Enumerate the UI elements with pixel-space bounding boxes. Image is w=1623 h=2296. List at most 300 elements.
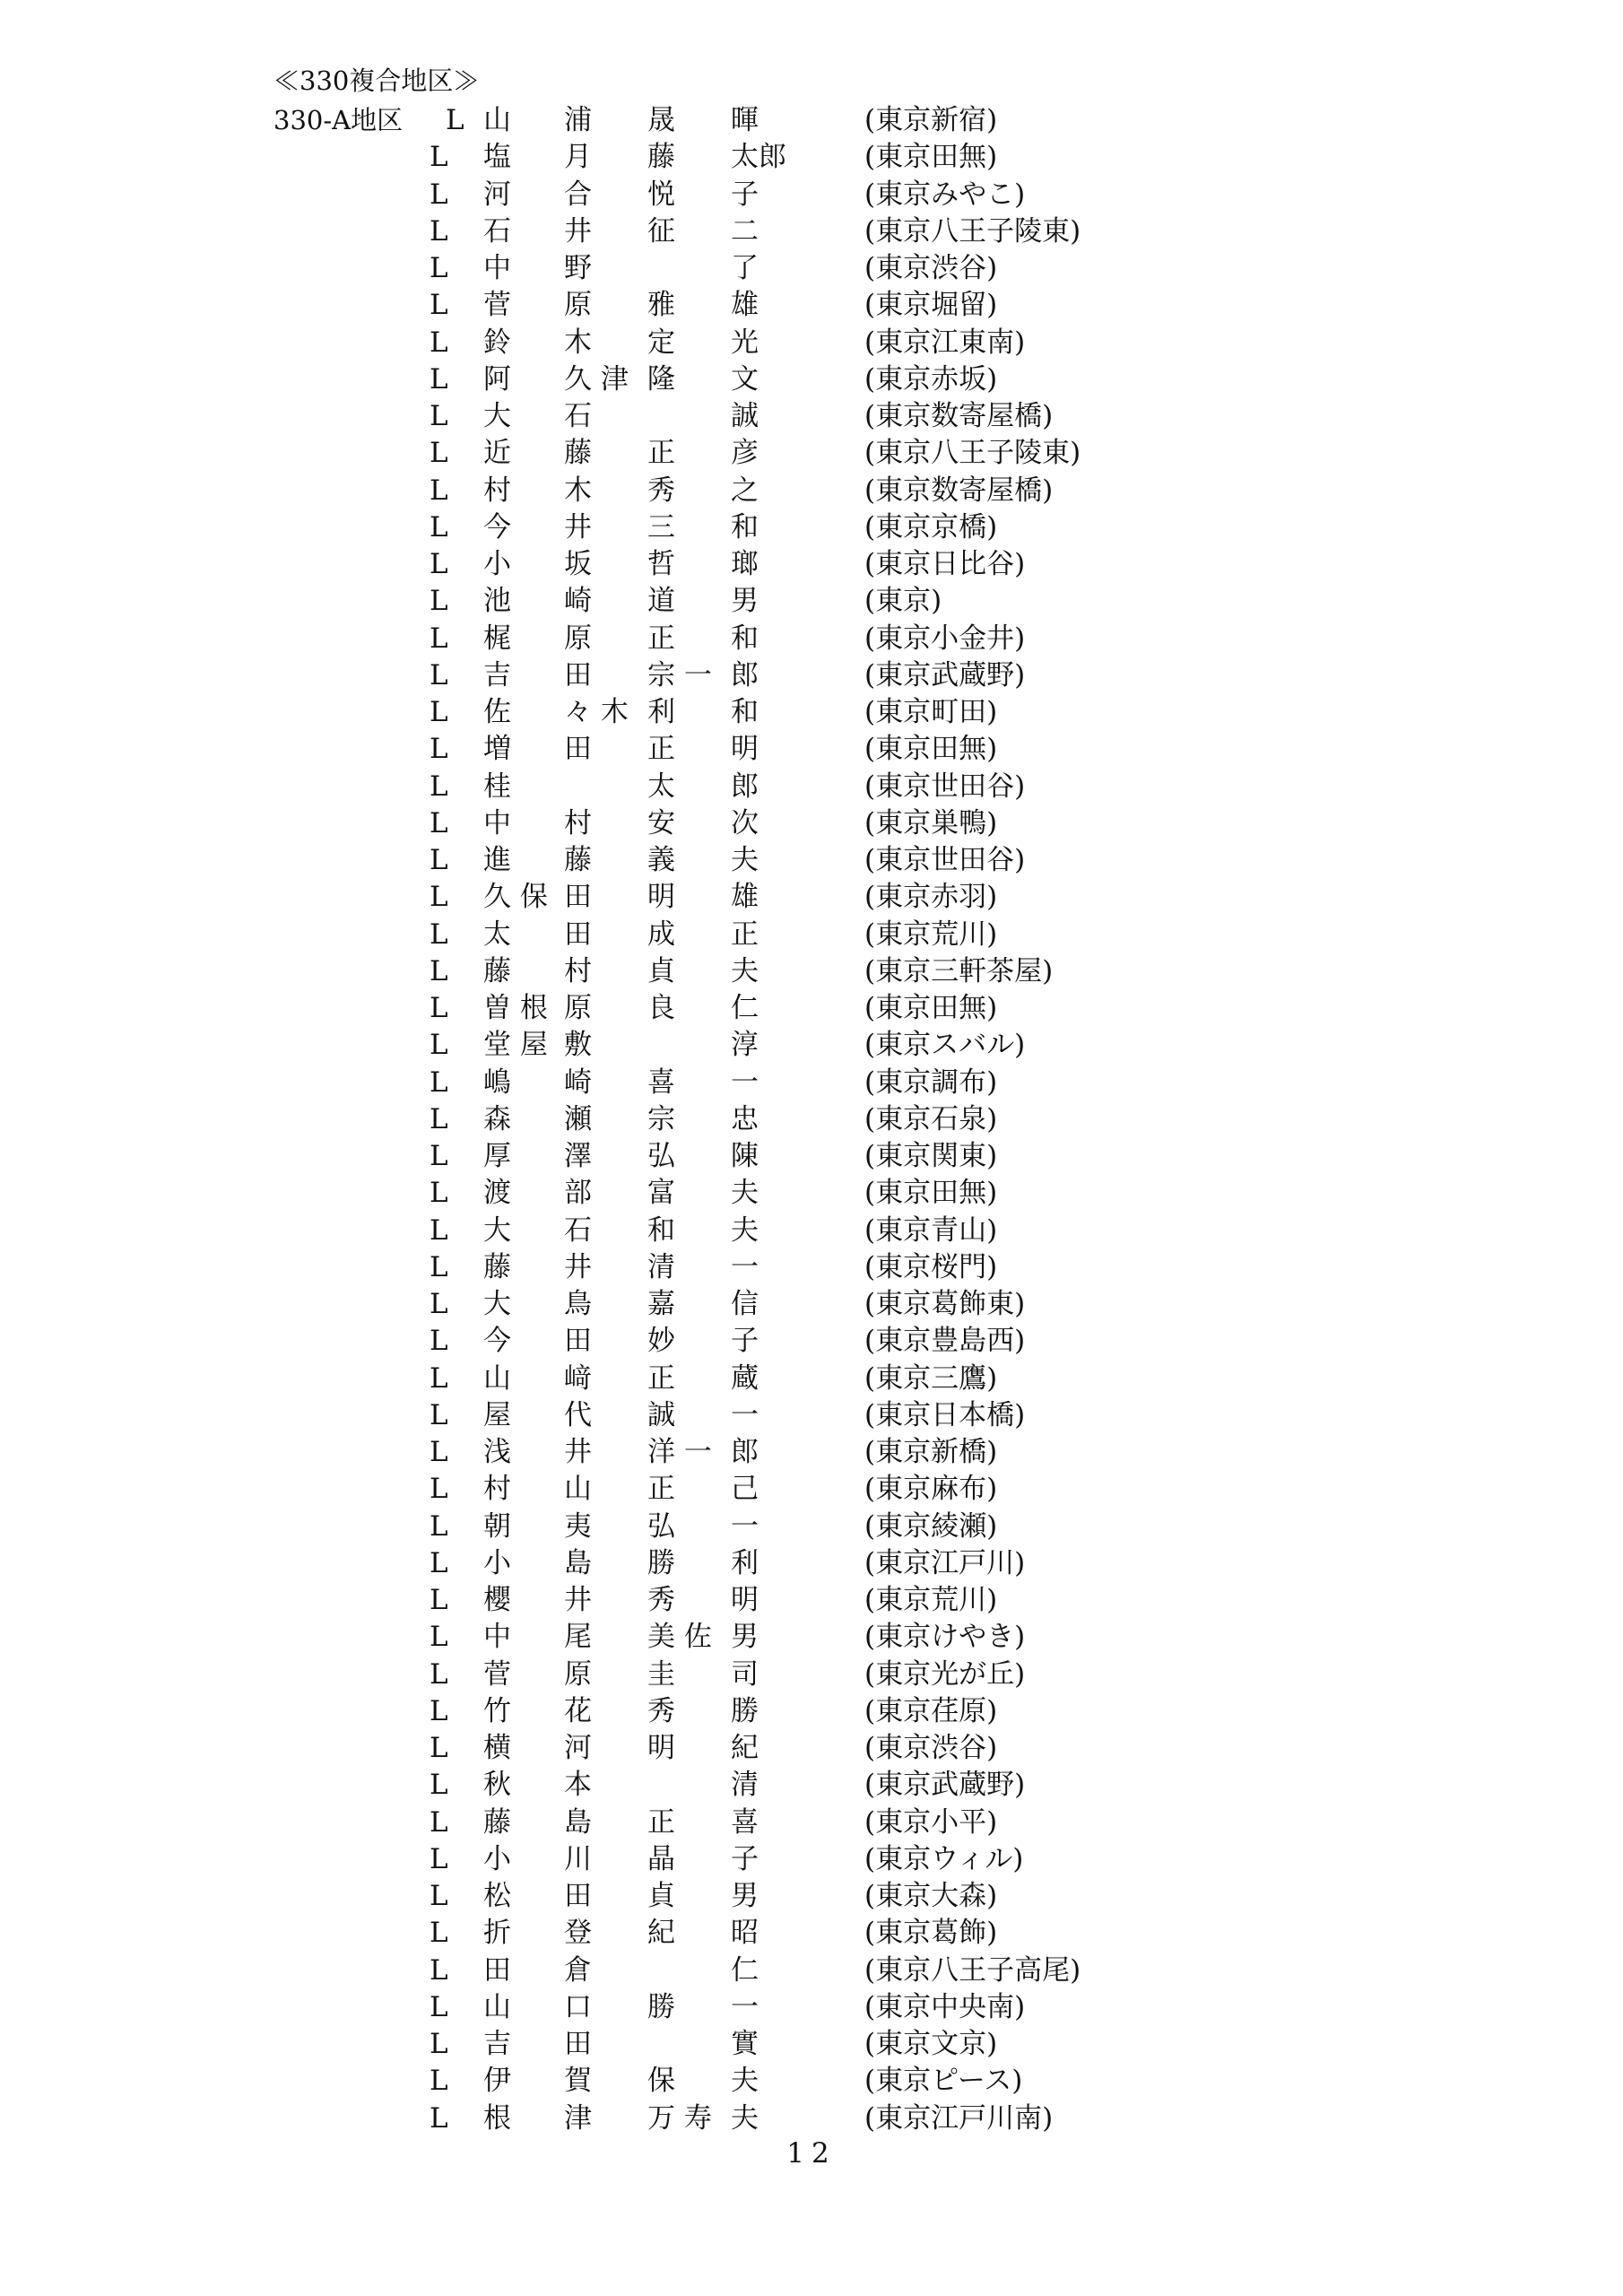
member-name-part: 文 [731,362,759,396]
member-name-part: 竹 [483,1694,511,1727]
member-name-part: 坂 [564,548,592,580]
member-name-part: 崎 [564,1065,592,1099]
member-name-part: 彦 [731,437,759,470]
member-name-part: 誠 [731,400,759,432]
member-name-part: 島 [564,1805,592,1839]
member-name-part: 弘 [647,1509,675,1543]
lion-title: L [430,178,448,211]
member-name-part: 原 [564,289,592,322]
member-name-part: 山 [483,104,511,136]
member-name-part: 夫 [731,2101,759,2135]
club-name: (東京葛飾東) [864,1288,1026,1320]
member-name-part: 弘 [647,1140,675,1172]
member-name-part: 進 [483,844,511,876]
member-row [0,250,1623,287]
member-name-part: 晶 [647,1842,675,1875]
member-name-part: 合 [564,178,592,211]
member-name-part: 昭 [731,1917,759,1950]
lion-title: L [430,1250,448,1283]
member-name-part: 吉 [483,2028,511,2060]
district-label: 330-A地区 [273,105,404,135]
member-row [0,546,1623,583]
member-name-part: 河 [483,178,511,211]
lion-title: L [430,1065,448,1099]
club-name: (東京綾瀬) [864,1509,998,1543]
club-name: (東京町田) [864,696,998,728]
lion-title: L [430,881,448,914]
club-name: (東京ピース) [864,2065,1023,2098]
club-name: (東京豊島西) [864,1325,1026,1358]
member-name-part: 夫 [731,954,759,987]
member-name-part: 阿 [483,362,511,396]
member-name-part: 久 保 [483,881,548,914]
club-name: (東京荏原) [864,1694,998,1727]
member-row [0,2100,1623,2137]
club-name: (東京荒川) [864,918,998,951]
member-name-part: 﨑 [564,1361,592,1395]
member-name-part: 山 [564,1473,592,1506]
club-name: (東京) [864,585,942,618]
member-name-part: 大 [483,1288,511,1320]
member-name-part: 石 [483,214,511,248]
club-name: (東京スバル) [864,1029,1026,1062]
member-name-part: 夫 [731,1213,759,1247]
member-name-part: 曽 根 [483,992,548,1024]
member-name-part: 中 [483,252,511,284]
member-row [0,1915,1623,1952]
member-name-part: 木 [564,326,592,359]
lion-title: L [430,918,448,951]
club-name: (東京渋谷) [864,252,998,284]
lion-title: L [430,1325,448,1358]
club-name: (東京江戸川) [864,1546,1026,1579]
member-name-part: 保 [647,2065,675,2098]
member-row [0,990,1623,1027]
club-name: (東京石泉) [864,1102,998,1135]
member-row [0,1213,1623,1249]
member-name-part: 田 [564,658,592,691]
member-name-part: 近 [483,437,511,470]
member-name-part: 折 [483,1917,511,1950]
member-name-part: 圭 [647,1657,675,1691]
member-name-part: 己 [731,1473,759,1506]
member-row [0,1657,1623,1693]
lion-title: L [430,2065,448,2098]
member-name-part: 澤 [564,1140,592,1172]
member-name-part: 木 [564,474,592,507]
member-name-part: 川 [564,1842,592,1875]
member-name-part: 悦 [647,178,675,211]
lion-title: L [430,585,448,618]
member-name-part: 田 [564,1880,592,1912]
member-row [0,1397,1623,1434]
member-name-part: 利 [647,696,675,728]
club-name: (東京世田谷) [864,770,1026,803]
member-name-part: 朝 [483,1509,511,1543]
member-name-part: 正 [647,1805,675,1839]
member-name-part: 清 [647,1250,675,1283]
member-name-part: 安 [647,806,675,839]
member-row [0,1730,1623,1767]
member-row [0,842,1623,879]
member-name-part: 梶 [483,622,511,655]
club-name: (東京関東) [864,1140,998,1172]
member-name-part: 桂 [483,770,511,803]
member-name-part: 万 寿 [647,2101,712,2135]
member-name-part: 瑯 [731,548,759,580]
member-name-part: 今 [483,510,511,544]
member-name-part: 信 [731,1288,759,1320]
member-name-part: 利 [731,1546,759,1579]
member-name-part: 菅 [483,1657,511,1691]
club-name: (東京堀留) [864,289,998,322]
member-name-part: 石 [564,400,592,432]
member-name-part: 部 [564,1177,592,1210]
member-name-part: 男 [731,1621,759,1654]
member-name-part: 原 [564,1657,592,1691]
member-row [0,177,1623,213]
member-name-part: 義 [647,844,675,876]
member-name-part: 正 [647,1473,675,1506]
member-name-part: 隆 [647,362,675,396]
member-name-part: 浅 [483,1436,511,1468]
member-name-part: 正 [647,733,675,766]
lion-title: L [430,548,448,580]
lion-title: L [430,844,448,876]
club-name: (東京八王子陵東) [864,437,1081,470]
lion-title: L [430,1584,448,1616]
member-row [0,583,1623,620]
lion-title: L [430,806,448,839]
member-name-part: 暉 [731,104,759,136]
member-name-part: 小 [483,1842,511,1875]
club-name: (東京ウィル) [864,1842,1024,1875]
club-name: (東京けやき) [864,1621,1026,1654]
member-name-part: 村 [483,1473,511,1506]
member-name-part: 哲 [647,548,675,580]
member-row [0,1878,1623,1915]
member-row [0,731,1623,768]
member-name-part: 口 [564,1990,592,2023]
member-name-part: 三 [647,510,675,544]
member-row [0,2063,1623,2100]
member-name-part: 河 [564,1732,592,1764]
member-name-part: 田 [564,881,592,914]
member-name-part: 征 [647,214,675,248]
member-name-part: 子 [731,1842,759,1875]
member-name-part: 田 [564,733,592,766]
member-name-part: 男 [731,585,759,618]
member-name-part: 横 [483,1732,511,1764]
member-name-part: 淳 [731,1029,759,1062]
member-name-part: 鈴 [483,326,511,359]
lion-title: L [430,1694,448,1727]
member-name-part: 中 [483,1621,511,1654]
member-name-part: 正 [731,918,759,951]
member-name-part: 田 [483,1953,511,1987]
club-name: (東京田無) [864,733,998,766]
member-row [0,1175,1623,1212]
member-name-part: 正 [647,437,675,470]
club-name: (東京巣鴨) [864,806,998,839]
member-row [0,694,1623,731]
lion-title: L [430,1361,448,1395]
member-name-part: 勝 [647,1546,675,1579]
member-name-part: 宗 一 [647,658,712,691]
member-row [0,139,1623,176]
member-name-part: 大 [483,400,511,432]
member-name-part: 二 [731,214,759,248]
member-name-part: 秋 [483,1769,511,1802]
member-name-part: 明 [647,1732,675,1764]
lion-title: L [430,2101,448,2135]
club-name: (東京日本橋) [864,1398,1026,1431]
member-name-part: 夫 [731,2065,759,2098]
member-row [0,1582,1623,1619]
club-name: (東京三鷹) [864,1361,998,1395]
member-row [0,769,1623,805]
member-name-part: 山 [483,1990,511,2023]
member-row [0,435,1623,472]
member-name-part: 夫 [731,844,759,876]
club-name: (東京江東南) [864,326,1026,359]
lion-title: L [430,1917,448,1950]
member-name-part: 一 [731,1990,759,2023]
member-name-part: 貞 [647,954,675,987]
member-name-part: 小 [483,548,511,580]
club-name: (東京新橋) [864,1436,998,1468]
lion-title: L [430,1029,448,1062]
member-name-part: 良 [647,992,675,1024]
member-name-part: 藤 [564,844,592,876]
member-row [0,1138,1623,1175]
club-name: (東京赤羽) [864,881,998,914]
member-name-part: 花 [564,1694,592,1727]
member-name-part: 正 [647,622,675,655]
member-name-part: 吉 [483,658,511,691]
member-name-part: 妙 [647,1325,675,1358]
member-name-part: 田 [564,2028,592,2060]
member-name-part: 陳 [731,1140,759,1172]
lion-title: L [430,214,448,248]
club-name: (東京渋谷) [864,1732,998,1764]
member-name-part: 倉 [564,1953,592,1987]
member-name-part: 秀 [647,1694,675,1727]
member-name-part: 登 [564,1917,592,1950]
member-row [0,879,1623,916]
member-name-part: 一 [731,1250,759,1283]
member-name-part: 塩 [483,141,511,174]
club-name: (東京八王子高尾) [864,1953,1081,1987]
member-row [0,917,1623,953]
member-name-part: 美 佐 [647,1621,712,1654]
member-name-part: 夷 [564,1509,592,1543]
lion-title: L [430,1953,448,1987]
member-row [0,1471,1623,1508]
member-row [0,1434,1623,1471]
club-name: (東京日比谷) [864,548,1026,580]
club-name: (東京調布) [864,1065,998,1099]
member-name-part: 今 [483,1325,511,1358]
member-row [0,1841,1623,1878]
club-name: (東京京橋) [864,510,998,544]
member-name-part: 紀 [731,1732,759,1764]
club-name: (東京八王子陵東) [864,214,1081,248]
member-name-part: 山 [483,1361,511,1395]
member-name-part: 和 [731,696,759,728]
member-name-part: 村 [564,954,592,987]
member-name-part: 明 [647,881,675,914]
member-name-part: 光 [731,326,759,359]
member-name-part: 藤 [647,141,675,174]
member-row [0,287,1623,324]
member-row [0,1509,1623,1545]
member-name-part: 秀 [647,474,675,507]
member-name-part: 喜 [647,1065,675,1099]
lion-title: L [446,104,464,136]
member-row [0,1952,1623,1989]
lion-title: L [430,437,448,470]
lion-title: L [430,326,448,359]
member-name-part: 崎 [564,585,592,618]
member-name-part: 田 [564,918,592,951]
member-name-part: 瀬 [564,1102,592,1135]
member-name-part: 雄 [731,289,759,322]
lion-title: L [430,992,448,1024]
member-name-part: 小 [483,1546,511,1579]
member-row [0,361,1623,398]
lion-title: L [430,289,448,322]
member-row [0,1767,1623,1804]
member-name-part: 勝 [731,1694,759,1727]
member-name-part: 一 [731,1065,759,1099]
lion-title: L [430,1436,448,1468]
member-name-part: 堂 屋 [483,1029,548,1062]
member-name-part: 誠 [647,1398,675,1431]
lion-title: L [430,770,448,803]
club-name: (東京みやこ) [864,178,1026,211]
member-row [0,473,1623,509]
member-name-part: 和 [731,622,759,655]
member-name-part: 井 [564,1250,592,1283]
member-row [0,1065,1623,1101]
member-name-part: 月 [564,141,592,174]
member-name-part: 石 [564,1213,592,1247]
club-name: (東京葛飾) [864,1917,998,1950]
member-name-part: 原 [564,622,592,655]
member-name-part: 晟 [647,104,675,136]
member-name-part: 伊 [483,2065,511,2098]
member-name-part: 松 [483,1880,511,1912]
member-name-part: 敷 [564,1029,592,1062]
member-name-part: 喜 [731,1805,759,1839]
member-name-part: 森 [483,1102,511,1135]
member-name-part: 男 [731,1880,759,1912]
lion-title: L [430,658,448,691]
club-name: (東京文京) [864,2028,998,2060]
member-name-part: 厚 [483,1140,511,1172]
member-row [0,1693,1623,1730]
member-name-part: 井 [564,1584,592,1616]
member-name-part: 郎 [731,1436,759,1468]
lion-title: L [430,1288,448,1320]
member-name-part: 菅 [483,289,511,322]
member-name-part: 忠 [731,1102,759,1135]
member-name-part: 藤 [483,1805,511,1839]
club-name: (東京武蔵野) [864,658,1026,691]
member-name-part: 太 [647,770,675,803]
lion-title: L [430,1657,448,1691]
member-name-part: 成 [647,918,675,951]
member-name-part: 鳥 [564,1288,592,1320]
lion-title: L [430,1842,448,1875]
member-name-part: 之 [731,474,759,507]
member-name-part: 宗 [647,1102,675,1135]
member-row [0,2026,1623,2063]
member-name-part: 久 津 [564,362,629,396]
member-name-part: 大 [483,1213,511,1247]
member-name-part: 々 木 [564,696,629,728]
member-name-part: 次 [731,806,759,839]
member-row [0,1286,1623,1323]
member-name-part: 一 [731,1509,759,1543]
club-name: (東京世田谷) [864,844,1026,876]
member-name-part: 勝 [647,1990,675,2023]
lion-title: L [430,1213,448,1247]
lion-title: L [430,1769,448,1802]
club-name: (東京数寄屋橋) [864,400,1054,432]
lion-title: L [430,622,448,655]
member-name-part: 明 [731,733,759,766]
member-row [0,213,1623,250]
lion-title: L [430,2028,448,2060]
member-row [0,1619,1623,1656]
lion-title: L [430,1473,448,1506]
lion-title: L [430,1140,448,1172]
member-name-part: 井 [564,214,592,248]
member-name-part: 代 [564,1398,592,1431]
member-row [0,509,1623,546]
club-name: (東京小平) [864,1805,998,1839]
lion-title: L [430,1990,448,2023]
member-name-part: 和 [647,1213,675,1247]
member-name-part: 尾 [564,1621,592,1654]
club-name: (東京小金井) [864,622,1026,655]
member-name-part: 佐 [483,696,511,728]
member-name-part: 富 [647,1177,675,1210]
club-name: (東京数寄屋橋) [864,474,1054,507]
lion-title: L [430,1805,448,1839]
member-name-part: 洋 一 [647,1436,712,1468]
lion-title: L [430,510,448,544]
section-heading: ≪330複合地区≫ [273,65,480,96]
member-name-part: 田 [564,1325,592,1358]
club-name: (東京赤坂) [864,362,998,396]
member-list [0,102,1623,2137]
lion-title: L [430,954,448,987]
lion-title: L [430,1398,448,1431]
member-name-part: 屋 [483,1398,511,1431]
club-name: (東京三軒茶屋) [864,954,1054,987]
member-name-part: 一 [731,1398,759,1431]
member-name-part: 司 [731,1657,759,1691]
member-row [0,657,1623,694]
club-name: (東京田無) [864,141,998,174]
club-name: (東京桜門) [864,1250,998,1283]
member-name-part: 本 [564,1769,592,1802]
member-row [0,953,1623,990]
member-name-part: 清 [731,1769,759,1802]
